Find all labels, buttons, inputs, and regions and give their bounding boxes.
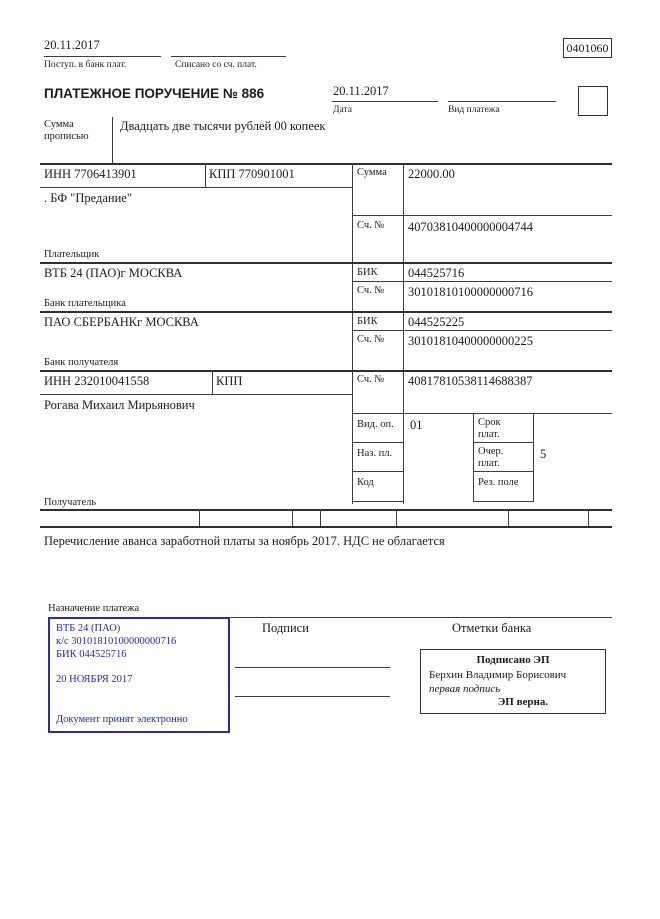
payer-status-box <box>578 86 608 116</box>
tax-field-divider-5 <box>508 509 509 526</box>
payee-account: 40817810538114688387 <box>408 374 533 388</box>
payer-bank-section-rule <box>40 311 612 313</box>
priority-cell-bottom <box>473 471 533 472</box>
payee-bank-bik-label: БИК <box>357 316 378 327</box>
payee-account-label: Сч. № <box>357 374 385 385</box>
amount-in-words-label: Сумма прописью <box>44 119 89 143</box>
tax-field-divider-1 <box>199 509 200 526</box>
priority-label: Очер. плат. <box>478 446 504 470</box>
tax-field-divider-3 <box>320 509 321 526</box>
tax-row-bottom-rule <box>40 526 612 528</box>
bank-acceptance-stamp <box>48 617 230 733</box>
payer-bank-account-label: Сч. № <box>357 285 385 296</box>
payee-bank-bik: 044525225 <box>408 315 465 329</box>
date-label: Дата <box>333 105 352 115</box>
tax-field-divider-2 <box>292 509 293 526</box>
esign-title: Подписано ЭП <box>476 654 550 666</box>
payee-kpp-label: КПП <box>216 374 243 388</box>
esign-signer: Берхин Владимир Борисович <box>429 669 567 681</box>
payer-bank-account: 30101810100000000716 <box>408 285 533 299</box>
term-cell-bottom <box>473 442 533 443</box>
stamp-status: Документ принят электронно <box>56 714 188 725</box>
amount-in-words-value: Двадцать две тысячи рублей 00 копеек <box>120 119 326 133</box>
payee-bank-label: Банк получателя <box>44 357 119 368</box>
payment-purpose-label: Назначение платежа <box>48 603 140 614</box>
signature-rule-1 <box>235 667 390 668</box>
stamp-corr-account: к/с 30101810100000000716 <box>56 636 177 647</box>
bank-marks-label: Отметки банка <box>452 621 532 635</box>
reserve-label: Рез. поле <box>478 477 519 488</box>
date-rule <box>332 101 438 102</box>
payment-purpose-text: Перечисление аванса заработной платы за ноябрь 2017. НДС не облагается <box>44 534 445 548</box>
payee-bank-name: ПАО СБЕРБАНКг МОСКВА <box>44 315 199 329</box>
sum-value: 22000.00 <box>408 167 455 181</box>
tax-field-divider-6 <box>588 509 589 526</box>
payer-inn-row-bottom <box>40 187 352 188</box>
payer-bank-bik-row-bottom <box>352 281 612 282</box>
payee-bank-account-label: Сч. № <box>357 334 385 345</box>
sum-row-bottom <box>352 215 612 216</box>
esignature-stamp <box>420 649 606 714</box>
payer-bank-bik-label: БИК <box>357 267 378 278</box>
purpose-code-cell-bottom <box>352 471 403 472</box>
received-date-rule <box>44 56 161 57</box>
payer-account: 40703810400000004744 <box>408 220 533 234</box>
debited-label: Списано со сч. плат. <box>175 60 257 70</box>
op-block-top-rule <box>352 413 612 414</box>
amount-words-divider <box>112 117 113 163</box>
priority-value: 5 <box>540 447 547 461</box>
payer-inn: ИНН 7706413901 <box>44 167 137 181</box>
payee-inn: ИНН 232010041558 <box>44 374 150 388</box>
tax-field-divider-4 <box>396 509 397 526</box>
payer-inn-kpp-divider <box>205 163 206 187</box>
payer-section-rule <box>40 262 612 264</box>
op-block-divider-2 <box>533 413 534 502</box>
op-type-value: 01 <box>410 418 423 432</box>
payee-bank-bik-row-bottom <box>352 330 612 331</box>
debited-date-rule <box>171 56 286 57</box>
stamp-bank-name: ВТБ 24 (ПАО) <box>56 623 121 634</box>
signature-rule-2 <box>235 696 390 697</box>
code-cell-bottom <box>352 501 403 502</box>
payer-bank-bik: 044525716 <box>408 266 465 280</box>
payer-bank-name: ВТБ 24 (ПАО)г МОСКВА <box>44 266 183 280</box>
payee-inn-kpp-divider <box>212 370 213 394</box>
op-type-cell-bottom <box>352 442 403 443</box>
table-top-rule <box>40 163 612 165</box>
reserve-cell-bottom <box>473 501 533 502</box>
payee-name: Рогава Михаил Мирьянович <box>44 398 195 412</box>
purpose-code-label: Наз. пл. <box>357 448 393 459</box>
op-type-label: Вид. оп. <box>357 419 394 430</box>
payment-type-rule <box>448 101 556 102</box>
esign-signature-type: первая подпись <box>429 683 501 695</box>
payer-kpp: КПП 770901001 <box>209 167 295 181</box>
stamp-bik: БИК 044525716 <box>56 649 127 660</box>
received-in-bank-label: Поступ. в банк плат. <box>44 60 127 70</box>
payment-type-label: Вид платежа <box>448 105 500 115</box>
payee-bank-section-rule <box>40 370 612 372</box>
term-label: Срок плат. <box>478 417 501 441</box>
received-in-bank-date: 20.11.2017 <box>44 38 100 52</box>
payer-name: . БФ "Предание" <box>44 191 132 205</box>
payee-bank-account: 30101810400000000225 <box>408 334 533 348</box>
payee-label: Получатель <box>44 497 97 508</box>
payee-inn-row-bottom <box>40 394 352 395</box>
payer-bank-label: Банк плательщика <box>44 298 126 309</box>
form-code-box: 0401060 <box>563 38 612 58</box>
payee-section-rule <box>40 509 612 511</box>
code-label: Код <box>357 477 374 488</box>
stamp-date: 20 НОЯБРЯ 2017 <box>56 674 133 685</box>
document-title: ПЛАТЕЖНОЕ ПОРУЧЕНИЕ № 886 <box>44 86 265 101</box>
signatures-label: Подписи <box>262 621 309 635</box>
payer-label: Плательщик <box>44 249 100 260</box>
sum-label: Сумма <box>357 167 387 178</box>
op-block-divider-1 <box>473 413 474 502</box>
document-date: 20.11.2017 <box>333 84 389 98</box>
payer-account-label: Сч. № <box>357 220 385 231</box>
esign-verified: ЭП верна. <box>497 696 549 708</box>
